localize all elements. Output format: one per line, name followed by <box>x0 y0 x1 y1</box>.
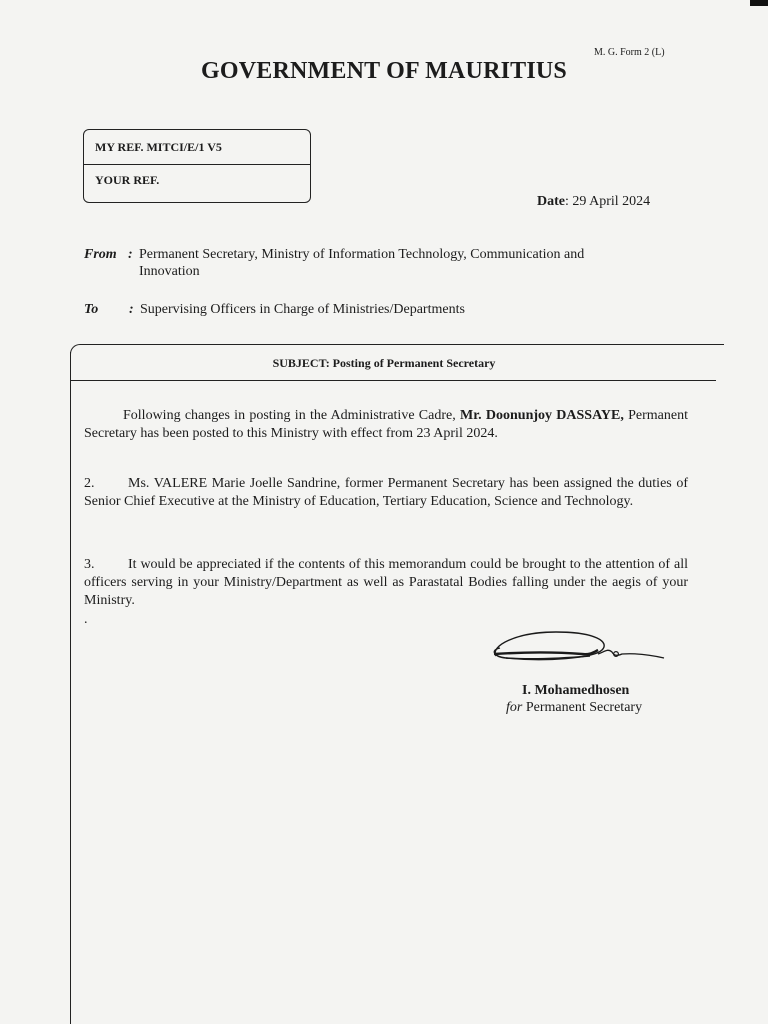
paragraph-3-number: 3. <box>84 557 95 572</box>
reference-divider <box>84 164 310 165</box>
to-separator: : <box>129 302 134 317</box>
signatory-title: Permanent Secretary <box>522 700 643 715</box>
posted-officer-name: Mr. Doonunjoy DASSAYE, <box>460 408 624 423</box>
from-line-2: Innovation <box>139 264 200 279</box>
paragraph-2 <box>84 475 688 511</box>
paragraph-1-rest: Permanent Secretary has been posted to this Ministry with effect from 23 April 2024. <box>84 408 689 441</box>
subject-rule-top <box>80 344 724 345</box>
form-code: M. G. Form 2 (L) <box>594 47 665 58</box>
government-title: GOVERNMENT OF MAURITIUS <box>201 58 567 84</box>
paragraph-3-text: It would be appreciated if the contents of this memorandum could be brought to the attention of all officers serving in your Ministry/Department as well as Parastatal Bodies falling under the aegis of your Ministry. <box>84 557 688 608</box>
paragraph-1-intro: Following changes in posting in the Administrative Cadre, <box>123 408 460 423</box>
subject-heading: SUBJECT: Posting of Permanent Secretary <box>272 356 496 370</box>
from-value <box>139 246 639 280</box>
handwritten-signature <box>486 628 666 672</box>
signatory-for: for <box>506 700 523 715</box>
to-value: Supervising Officers in Charge of Ministries/Departments <box>140 302 465 317</box>
from-separator: : <box>128 247 133 262</box>
date-value: : 29 April 2024 <box>565 194 651 209</box>
to-label: To <box>84 302 99 317</box>
date-label: Date <box>537 194 565 209</box>
paragraph-2-text: Ms. VALERE Marie Joelle Sandrine, former Permanent Secretary has been assigned the duties of Senior Chief Executive at the Ministry of Education, Tertiary Education, Science and Technology. <box>84 476 688 509</box>
to-block <box>84 301 644 321</box>
my-reference: MY REF. MITCI/E/1 V5 <box>95 140 222 154</box>
paragraph-2-number: 2. <box>84 476 95 491</box>
from-line-1: Permanent Secretary, Ministry of Information Technology, Communication and <box>139 247 585 262</box>
paragraph-1 <box>84 407 688 443</box>
subject-rule-bottom <box>70 380 716 381</box>
reference-box <box>83 129 311 203</box>
from-label: From <box>84 247 117 262</box>
date-line <box>537 194 650 210</box>
paragraph-3 <box>84 556 688 610</box>
your-reference: YOUR REF. <box>95 173 160 187</box>
signatory-name: I. Mohamedhosen <box>522 683 630 698</box>
stray-mark: . <box>84 612 88 627</box>
from-block <box>84 246 644 286</box>
scan-edge-mark <box>750 0 768 6</box>
signatory-role <box>506 700 642 716</box>
